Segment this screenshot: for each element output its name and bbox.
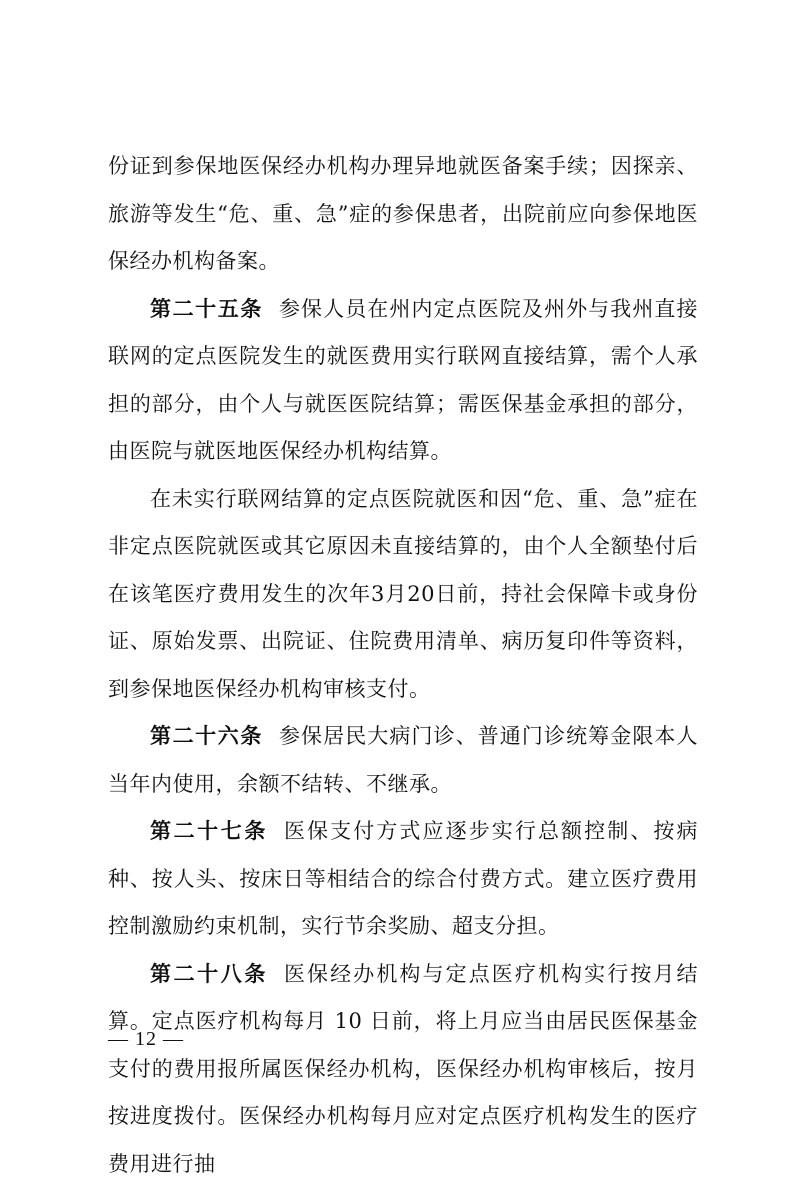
paragraph-continuation	[108, 143, 698, 286]
paragraph-article-27	[108, 808, 698, 951]
paragraph-text: 医保经办机构与定点医疗机构实行按月结算。定点医疗机构每月 10 日前，将上月应当由居民医保基金支付的费用报所属医保经办机构，医保经办机构审核后，按月按进度拨付。医保经办机构每月应对定点医疗机构发生的医疗费用进行抽	[108, 962, 698, 1176]
paragraph-text: 医保支付方式应逐步实行总额控制、按病种、按人头、按床日等相结合的综合付费方式。建立医疗费用控制激励约束机制，实行节余奖励、超支分担。	[108, 819, 698, 938]
article-number: 第二十七条	[150, 819, 268, 843]
paragraph-article-28	[108, 951, 698, 1188]
paragraph-article-25	[108, 286, 698, 476]
document-body	[108, 143, 698, 1188]
paragraph-text: 在未实行联网结算的定点医院就医和因“危、重、急”症在非定点医院就医或其它原因未直接结算的，由个人全额垫付后在该笔医疗费用发生的次年3月20日前，持社会保障卡或身份证、原始发票、出院证、住院费用清单、病历复印件等资料，到参保地医保经办机构审核支付。	[108, 487, 698, 701]
paragraph-text: 参保居民大病门诊、普通门诊统筹金限本人当年内使用，余额不结转、不继承。	[108, 724, 698, 796]
paragraph-text: 参保人员在州内定点医院及州外与我州直接联网的定点医院发生的就医费用实行联网直接结算，需个人承担的部分，由个人与就医医院结算；需医保基金承担的部分，由医院与就医地医保经办机构结算。	[108, 297, 698, 464]
article-number: 第二十六条	[150, 724, 263, 748]
paragraph-article-25-clause-2	[108, 476, 698, 714]
article-number: 第二十五条	[150, 297, 263, 321]
article-number: 第二十八条	[150, 962, 268, 986]
page-number: — 12 —	[108, 1028, 184, 1051]
paragraph-text: 份证到参保地医保经办机构办理异地就医备案手续；因探亲、旅游等发生“危、重、急”症的参保患者，出院前应向参保地医保经办机构备案。	[108, 154, 698, 273]
paragraph-article-26	[108, 713, 698, 808]
